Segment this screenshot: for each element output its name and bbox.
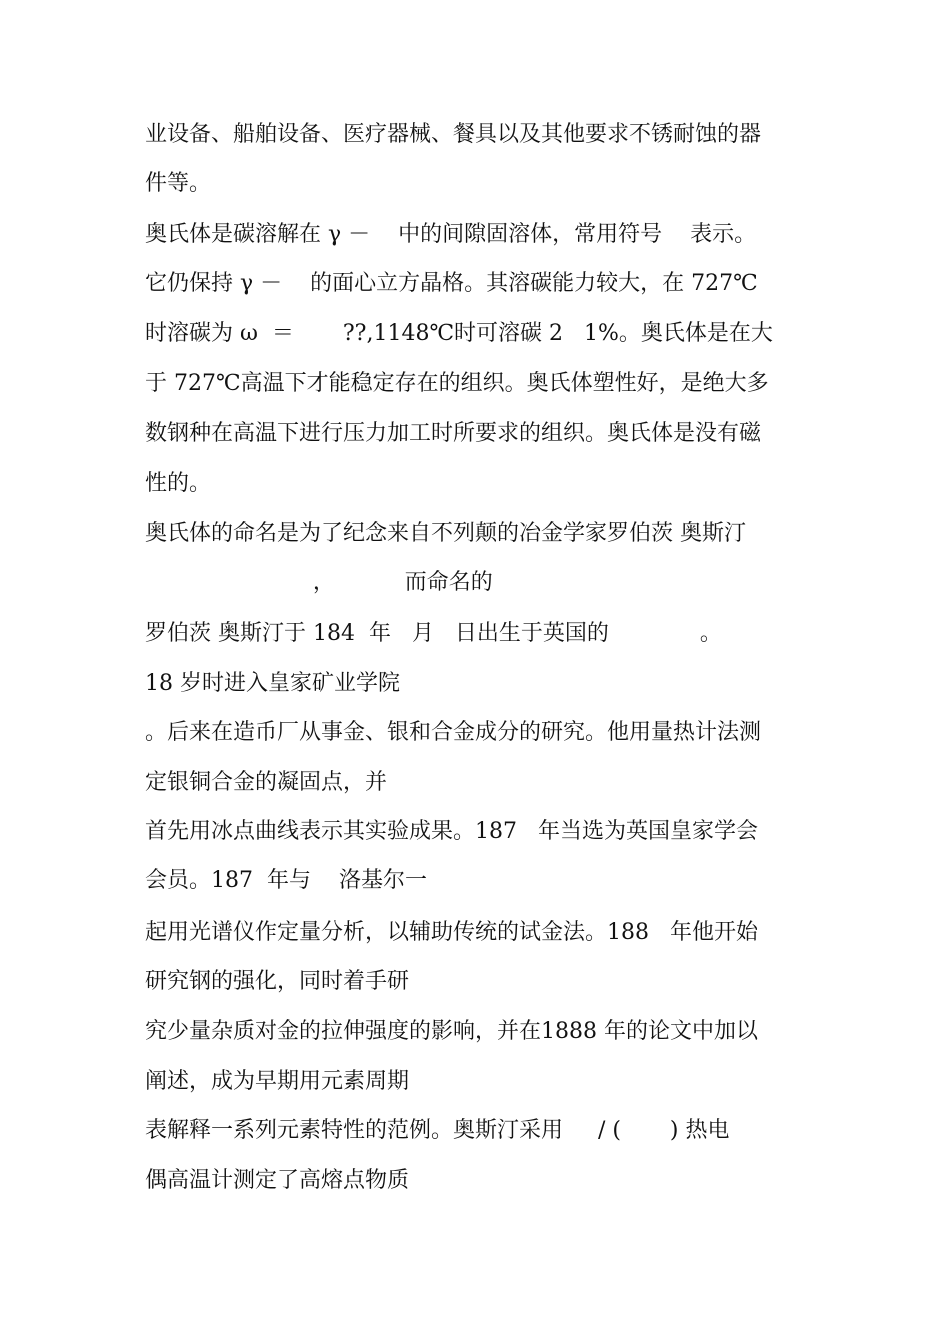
text-line: 会员。187 年与 洛基尔一 — [145, 868, 427, 893]
text-line: 件等。 — [145, 171, 212, 196]
text-line: 定银铜合金的凝固点，并 — [145, 770, 388, 795]
text-line: 研究钢的强化，同时着手研 — [145, 969, 410, 994]
text-line: 奥氏体是碳溶解在 γ － 中的间隙固溶体，常用符号 表示。 — [145, 222, 757, 247]
text-line: 起用光谱仪作定量分析，以辅助传统的试金法。188 年他开始 — [145, 920, 758, 945]
text-line: 表解释一系列元素特性的范例。奥斯汀采用 / ( ) 热电 — [145, 1118, 730, 1143]
text-line: 业设备、船舶设备、医疗器械、餐具以及其他要求不锈耐蚀的器 — [145, 122, 762, 147]
text-line: 首先用冰点曲线表示其实验成果。187 年当选为英国皇家学会 — [145, 819, 758, 844]
text-line: 于 727℃高温下才能稳定存在的组织。奥氏体塑性好，是绝大多 — [145, 371, 769, 396]
text-line: 时溶碳为 ω ＝ ??,1148℃时可溶碳 2 1%。奥氏体是在大 — [145, 321, 773, 346]
text-line: 究少量杂质对金的拉伸强度的影响，并在1888 年的论文中加以 — [145, 1019, 758, 1044]
text-line: 性的。 — [145, 471, 212, 496]
text-line: 罗伯茨 奥斯汀于 184 年 月 日出生于英国的 。 — [145, 621, 722, 646]
text-line: 数钢种在高温下进行压力加工时所要求的组织。奥氏体是没有磁 — [145, 421, 762, 446]
text-line: 偶高温计测定了高熔点物质 — [145, 1168, 410, 1193]
text-line: 奥氏体的命名是为了纪念来自不列颠的冶金学家罗伯茨 奥斯汀 — [145, 521, 746, 546]
text-line: 。后来在造币厂从事金、银和合金成分的研究。他用量热计法测 — [145, 720, 762, 745]
text-line: 它仍保持 γ － 的面心立方晶格。其溶碳能力较大，在 727℃ — [145, 271, 758, 296]
text-line: ， 而命名的 — [145, 570, 493, 595]
text-line: 18 岁时进入皇家矿业学院 — [145, 671, 400, 696]
text-line: 阐述，成为早期用元素周期 — [145, 1069, 410, 1094]
